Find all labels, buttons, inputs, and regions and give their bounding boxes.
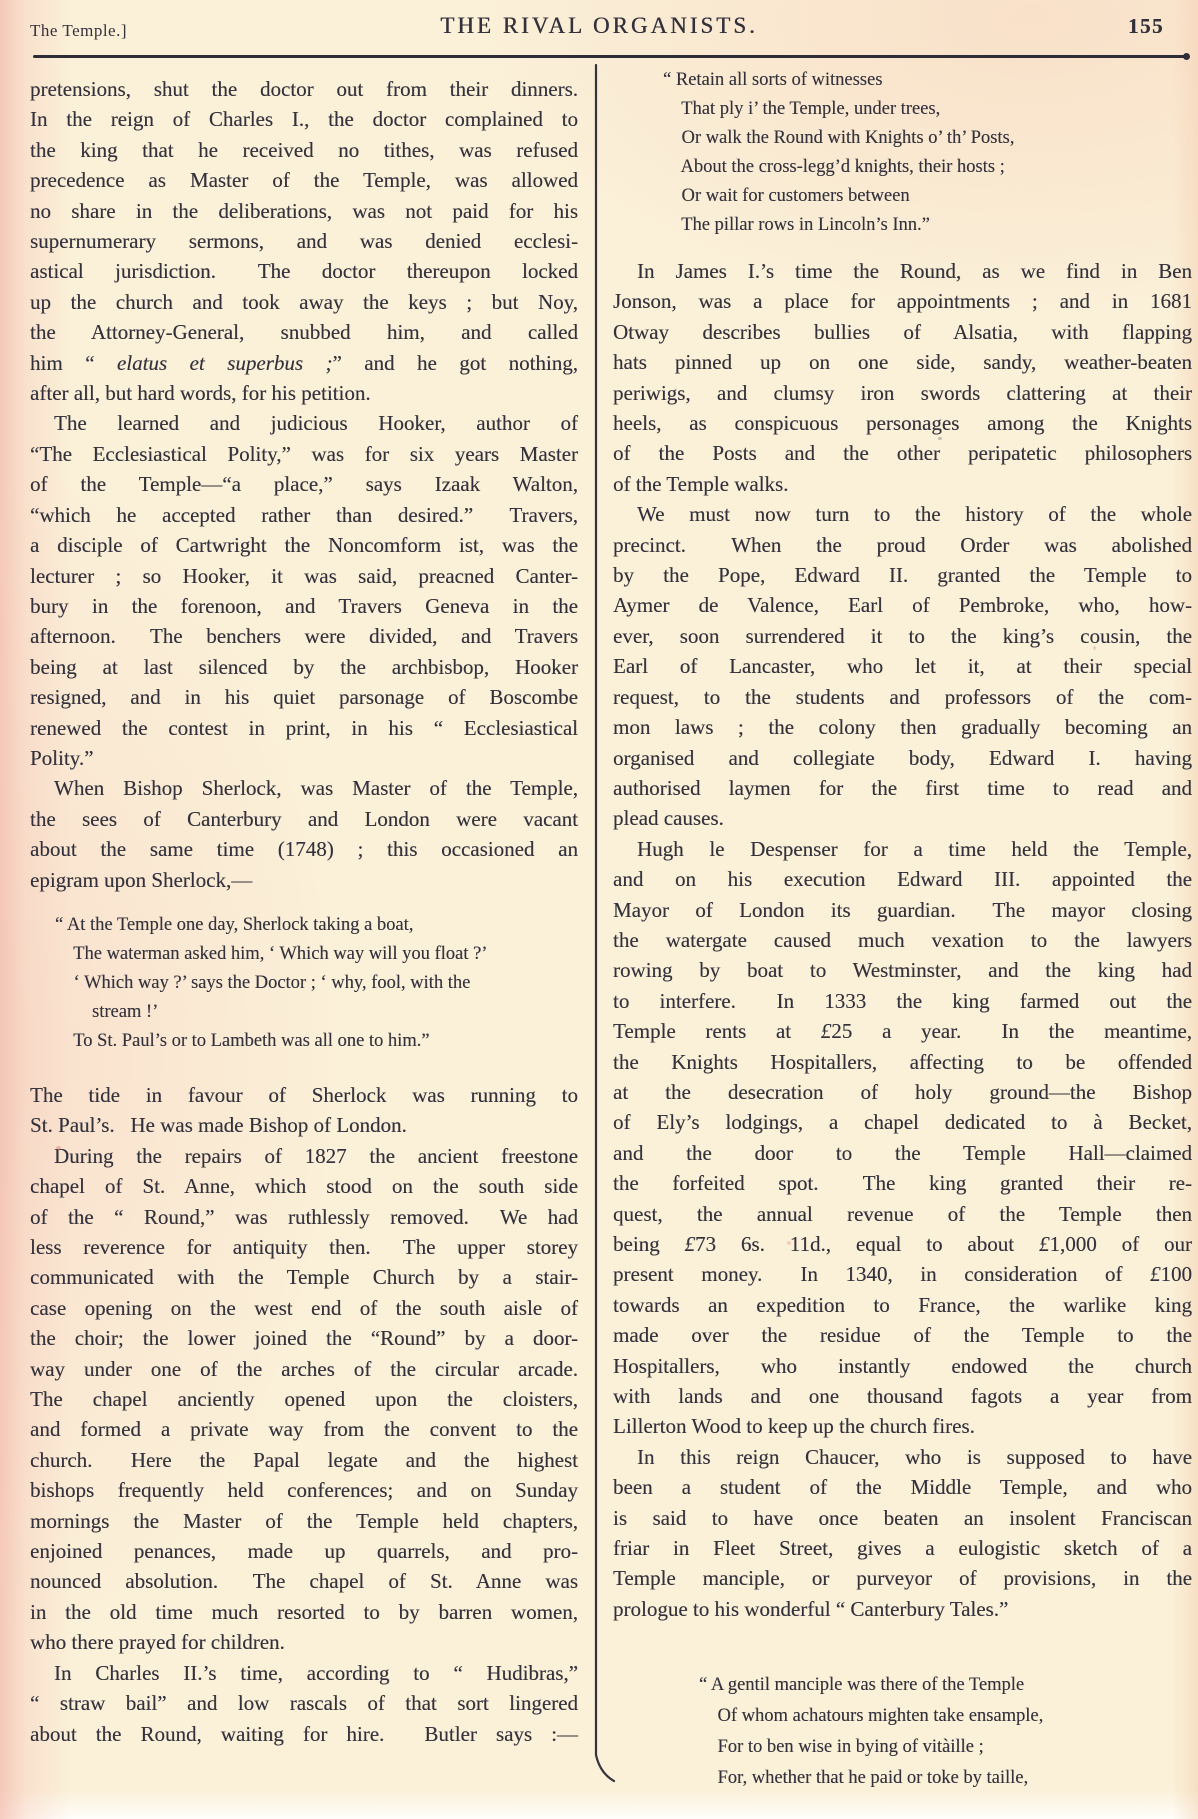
text-line: When Bishop Sherlock, was Master of the Temple, [54,776,578,801]
ink-speck [56,1146,61,1150]
verse-chaucer [613,1670,1192,1794]
text-line: “ A gentil manciple was there of the Temple [699,1675,1025,1696]
text-line: heels, as conspicuous personages among the Knights [613,411,1192,436]
text-line: made over the residue of the Temple to the [613,1323,1192,1348]
text-line: in the old time much resorted to by barren women, [30,1599,578,1624]
text-line: the Knights Hospitallers, affecting to be offended [613,1049,1192,1074]
text-line: of the Posts and the other peripatetic philosophers [613,441,1192,466]
text-line: present money. In 1340, in consideration of £100 [613,1262,1192,1287]
text-line: enjoined penances, made up quarrels, and pro- [30,1539,578,1564]
text-line: During the repairs of 1827 the ancient freestone [54,1143,578,1168]
text-line: The pillar rows in Lincoln’s Inn.” [663,215,930,235]
text-line: by the Pope, Edward II. granted the Temple to [613,563,1192,588]
text-line: Aymer de Valence, Earl of Pembroke, who, how- [613,593,1192,618]
text-line: about the Round, waiting for hire. Butler says :— [30,1721,578,1746]
text-line: astical jurisdiction. The doctor thereupon locked [30,259,578,284]
text-line: chapel of St. Anne, which stood on the south side [30,1174,578,1199]
text-line: a disciple of Cartwright the Noncomform ist, was the [30,533,578,558]
text-line: For to ben wise in bying of vitàille ; [699,1737,984,1758]
paragraph [613,834,1192,1442]
paragraph [613,1442,1192,1624]
text-line: “ At the Temple one day, Sherlock taking a boat, [55,914,414,935]
text-line: Jonson, was a place for appointments ; and in 1681 [613,289,1192,314]
paragraph [30,74,578,408]
text-line: hats pinned up on one side, sandy, weather-beaten [613,350,1192,375]
text-line: epigram upon Sherlock,— [30,867,253,892]
text-line: of Ely’s lodgings, a chapel dedicated to à Becket, [613,1110,1192,1135]
ink-speck [938,437,942,440]
text-line: supernumerary sermons, and was denied ecclesi- [30,229,578,254]
text-line: “The Ecclesiastical Polity,” was for six years Master [30,441,578,466]
text-line: and on his execution Edward III. appointed the [613,867,1192,892]
text-line: precinct. When the proud Order was abolished [613,532,1192,557]
text-line: being at last silenced by the archbisbop, Hooker [30,654,578,679]
text-line: ‘ Which way ?’ says the Doctor ; ‘ why, fool, with the [55,972,471,993]
paragraph [30,1080,578,1141]
text-line: The tide in favour of Sherlock was running to [30,1082,578,1107]
text-line: communicated with the Temple Church by a stair- [30,1265,578,1290]
text-line: with lands and one thousand fagots a year from [613,1384,1192,1409]
text-line: friar in Fleet Street, gives a eulogistic sketch of a [613,1536,1192,1561]
text-line: lecturer ; so Hooker, it was said, preacned Canter- [30,563,578,588]
right-text-column [613,64,1192,1794]
text-line: of the Temple—“a place,” says Izaak Walton, [30,472,578,497]
text-line: less reverence for antiquity then. The upper storey [30,1235,578,1259]
text-line: precedence as Master of the Temple, was allowed [30,168,578,193]
text-line: Mayor of London its guardian. The mayor closing [613,897,1192,922]
text-line: of the Temple walks. [613,471,789,496]
text-line: That ply i’ the Temple, under trees, [663,99,941,119]
text-line: of the “ Round,” was ruthlessly removed. We had [30,1204,578,1229]
text-line: been a student of the Middle Temple, and who [613,1475,1192,1500]
paragraph [30,773,578,895]
text-line: Or wait for customers between [663,186,910,206]
text-line: resigned, and in his quiet parsonage of Boscombe [30,685,578,710]
text-line: nounced absolution. The chapel of St. Anne was [30,1569,578,1594]
text-line: and formed a private way from the convent to the [30,1417,578,1442]
text-line: plead causes. [613,806,724,831]
text-line: mon laws ; the colony then gradually becoming an [613,715,1192,740]
text-line: case opening on the west end of the south aisle of [30,1295,578,1320]
text-line: the choir; the lower joined the “Round” by a door- [30,1326,578,1351]
text-line: him “ elatus et superbus ;” and he got nothing, [30,350,579,375]
text-line: at the desecration of holy ground—the Bishop [613,1079,1192,1104]
ink-speck [787,1241,791,1245]
text-line: The learned and judicious Hooker, author of [54,411,578,436]
text-line: being £73 6s. 11d., equal to about £1,000 of our [613,1232,1192,1256]
text-line: Hugh le Despenser for a time held the Temple, [637,836,1192,861]
text-line: St. Paul’s. He was made Bishop of London. [30,1113,407,1138]
text-line: Temple manciple, or purveyor of provisions, in the [613,1566,1192,1591]
text-line: church. Here the Papal legate and the highest [30,1447,578,1472]
text-line: the sees of Canterbury and London were vacant [30,806,578,831]
text-line: renewed the contest in print, in his “ Ecclesiastical [30,715,578,740]
text-line: In this reign Chaucer, who is supposed to have [637,1444,1192,1469]
text-line: stream !’ [55,1001,159,1022]
text-line: Lillerton Wood to keep up the church fires. [613,1414,975,1439]
text-line: In the reign of Charles I., the doctor complained to [30,107,578,132]
left-text-column [30,74,578,1749]
text-line: up the church and took away the keys ; but Noy, [30,289,578,314]
text-line: pretensions, shut the doctor out from their dinners. [30,77,578,101]
text-line: “ Retain all sorts of witnesses [663,70,883,90]
text-line: Temple rents at £25 a year. In the meantime, [613,1019,1192,1044]
running-header-section: The Temple.] [30,21,128,40]
page-title: THE RIVAL ORGANISTS. [440,13,758,38]
text-line: Of whom achatours mighten take ensample, [699,1706,1044,1727]
paragraph [613,499,1192,833]
verse-sherlock [30,911,578,1056]
text-line: who there prayed for children. [30,1630,285,1655]
text-line: no share in the deliberations, was not paid for his [30,198,578,223]
text-line: about the same time (1748) ; this occasioned an [30,837,578,862]
text-line: is said to have once beaten an insolent Franciscan [613,1505,1192,1530]
text-line: organised and collegiate body, Edward I. having [613,745,1192,770]
text-line: Earl of Lancaster, who let it, at their special [613,654,1192,679]
text-line: Otway describes bullies of Alsatia, with flapping [613,319,1192,344]
text-line: and the door to the Temple Hall—claimed [613,1140,1192,1165]
text-line: authorised laymen for the first time to read and [613,775,1192,800]
text-line: “ straw bail” and low rascals of that sort lingered [30,1691,578,1716]
text-line: To St. Paul’s or to Lambeth was all one to him.” [55,1030,430,1051]
header-rule [33,55,1188,58]
text-line: The chapel anciently opened upon the cloisters, [30,1387,578,1412]
text-line: the Attorney-General, snubbed him, and called [30,320,578,345]
text-line: afternoon. The benchers were divided, and Travers [30,624,578,649]
page-number: 155 [1128,14,1164,38]
text-line: towards an expedition to France, the warlike king [613,1292,1192,1317]
text-line: For, whether that he paid or toke by taille, [699,1768,1029,1789]
paragraph [30,1141,578,1658]
text-line: Hospitallers, who instantly endowed the church [613,1353,1192,1378]
text-line: ever, soon surrendered it to the king’s cousin, the [613,623,1192,648]
text-line: the forfeited spot. The king granted their re- [613,1171,1192,1196]
paragraph [30,408,578,773]
text-line: request, to the students and professors of the com- [613,684,1192,709]
text-line: rowing by boat to Westminster, and the king had [613,958,1192,983]
text-line: prologue to his wonderful “ Canterbury Tales.” [613,1596,1009,1621]
text-line: the watergate caused much vexation to the lawyers [613,927,1192,952]
text-line: bishops frequently held conferences; and on Sunday [30,1478,578,1503]
paragraph [30,1658,578,1749]
text-line: The waterman asked him, ‘ Which way will you float ?’ [55,943,488,964]
text-line: mornings the Master of the Temple held chapters, [30,1508,578,1533]
text-line: “which he accepted rather than desired.” Travers, [30,502,578,527]
text-line: way under one of the arches of the circular arcade. [30,1356,578,1381]
text-line: In Charles II.’s time, according to “ Hudibras,” [54,1660,578,1685]
text-line: the king that he received no tithes, was refused [30,137,578,162]
text-line: In James I.’s time the Round, as we find in Ben [637,259,1192,283]
text-line: We must now turn to the history of the whole [637,502,1192,527]
text-line: About the cross-legg’d knights, their hosts ; [663,157,1005,177]
text-line: quest, the annual revenue of the Temple then [613,1201,1192,1226]
ink-speck [1093,646,1096,650]
text-line: periwigs, and clumsy iron swords clattering at their [613,380,1192,405]
text-line: bury in the forenoon, and Travers Geneva in the [30,593,578,618]
text-line: Polity.” [30,745,94,770]
text-line: Or walk the Round with Knights o’ th’ Posts, [663,128,1015,148]
text-line: to interfere. In 1333 the king farmed out the [613,988,1192,1013]
verse-butler [613,66,1192,240]
text-line: after all, but hard words, for his petition. [30,381,371,406]
paragraph [613,256,1192,499]
